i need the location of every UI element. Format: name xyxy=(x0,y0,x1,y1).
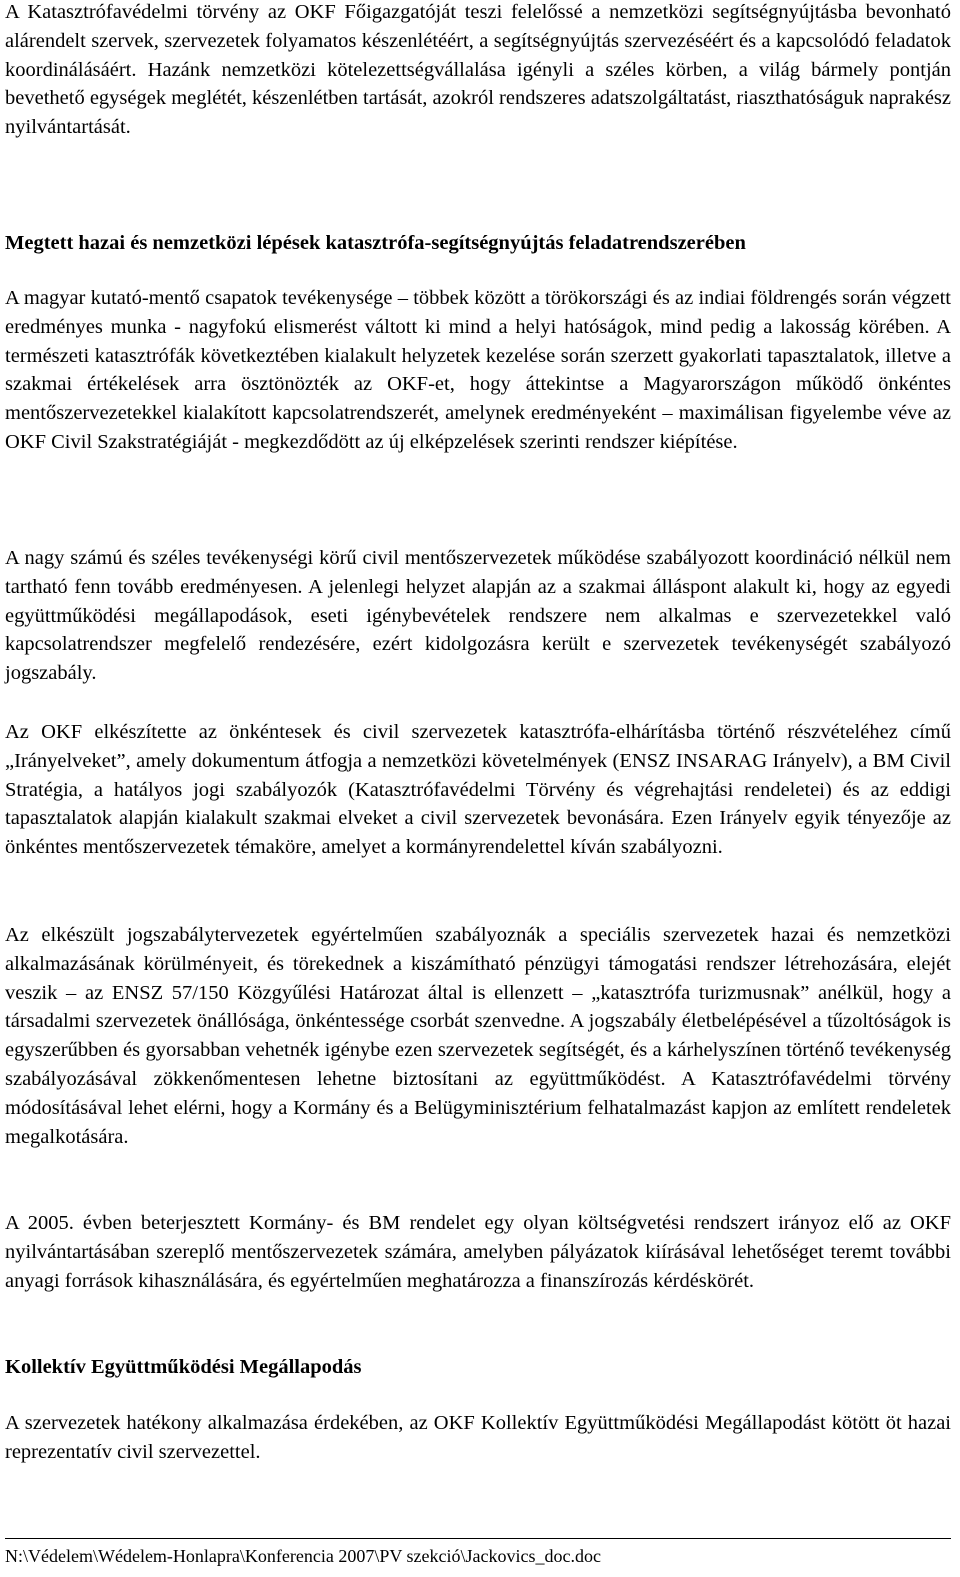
footer-divider xyxy=(5,1538,951,1539)
paragraph-guidelines: Az OKF elkészítette az önkéntesek és civil szervezetek katasztrófa-elhárításba történő részvételéhez című „Irányelveket”, amely dokumentum átfogja a nemzetközi követelmények (ENSZ INSARAG Irányelv), a BM Civil Stratégia, a hatályos jogi szabályozók (Katasztrófavédelmi Törvény és végrehajtási rendeletei) és az eddigi tapasztalatok alapján kialakult szakmai elveket a civil szervezetek bevonására. Ezen Irányelv egyik tényezője az önkéntes mentőszervezetek témaköre, amelyet a kormányrendelettel kíván szabályozni. xyxy=(5,721,951,859)
footer-file-path: N:\Védelem\Wédelem-Honlapra\Konferencia 2007\PV szekció\Jackovics_doc.doc xyxy=(5,1546,601,1566)
paragraph-intro: A Katasztrófavédelmi törvény az OKF Főigazgatóját teszi felelőssé a nemzetközi segítségnyújtásba bevonható alárendelt szervek, szervezetek folyamatos készenlétéért, a segítségnyújtás szervezéséért és a kapcsolódó feladatok koordinálásáért. Hazánk nemzetközi kötelezettségvállalása igényli a széles körben, a világ bármely pontján bevethető egységek meglétét, készenlétben tartását, azokról rendszeres adatszolgáltatást, riaszthatóságuk naprakész nyilvántartását. xyxy=(5,1,952,139)
paragraph-budget-2005: A 2005. évben beterjesztett Kormány- és BM rendelet egy olyan költségvetési rendszert irányoz elő az OKF nyilvántartásában szereplő mentőszervezetek számára, amelyben pályázatok kiírásával lehetőséget teremt további anyagi források kihasználására, és egyértelműen meghatározza a finanszírozás kérdéskörét. xyxy=(5,1212,951,1292)
section-heading-steps: Megtett hazai és nemzetközi lépések katasztrófa-segítségnyújtás feladatrendszerében xyxy=(5,232,746,254)
paragraph-draft-legislation: Az elkészült jogszabálytervezetek egyértelműen szabályoznák a speciális szervezetek hazai és nemzetközi alkalmazásának körülményeit, és törekednek a kiszámítható pénzügyi támogatási rendszer létrehozására, elejét veszik – az ENSZ 57/150 Közgyűlési Határozat által is ellenzett – „katasztrófa turizmusnak” anélkül, hogy a társadalmi szervezetek önállósága, önkéntessége csorbát szenvedne. A jogszabály életbelépésével a tűzoltóságok is egyszerűbben és gyorsabban vehetnék igénybe ezen szervezetek segítségét, és a kárhelyszínen történő tevékenység szabályozásával zökkenőmentesen lehetne biztosítani az együttműködést. A Katasztrófavédelmi törvény módosításával lehet elérni, hogy a Kormány és a Belügyminisztérium felhatalmazást kapjon az említett rendeletek megalkotására. xyxy=(5,924,951,1148)
paragraph-agreement: A szervezetek hatékony alkalmazása érdekében, az OKF Kollektív Együttműködési Megállapodást kötött öt hazai reprezentatív civil szervezettel. xyxy=(5,1412,951,1463)
paragraph-rescue-teams: A magyar kutató-mentő csapatok tevékenysége – többek között a törökországi és az indiai földrengés során végzett eredményes munka - nagyfokú elismerést váltott ki mind a helyi hatóságok, mind pedig a lakosság körében. A természeti katasztrófák következtében kialakult helyzetek kezelése során szerzett gyakorlati tapasztalatok, illetve a szakmai értékelések arra ösztönözték az OKF-et, hogy áttekintse a Magyarországon működő önkéntes mentőszervezetekkel kialakított kapcsolatrendszerét, amelynek eredményeként – maximálisan figyelembe véve az OKF Civil Szakstratégiáját - megkezdődött az új elképzelések szerinti rendszer kiépítése. xyxy=(5,287,951,453)
paragraph-coordination: A nagy számú és széles tevékenységi körű civil mentőszervezetek működése szabályozott koordináció nélkül nem tartható fenn tovább eredményesen. A jelenlegi helyzet alapján az a szakmai álláspont alakult ki, hogy az egyedi együttműködési megállapodások, eseti igénybevételek rendszere nem alkalmas e szervezetekkel való kapcsolatrendszer megfelelő rendezésére, ezért kidolgozásra került e szervezetek tevékenységét szabályozó jogszabály. xyxy=(5,547,951,685)
section-heading-agreement: Kollektív Együttműködési Megállapodás xyxy=(5,1356,362,1378)
